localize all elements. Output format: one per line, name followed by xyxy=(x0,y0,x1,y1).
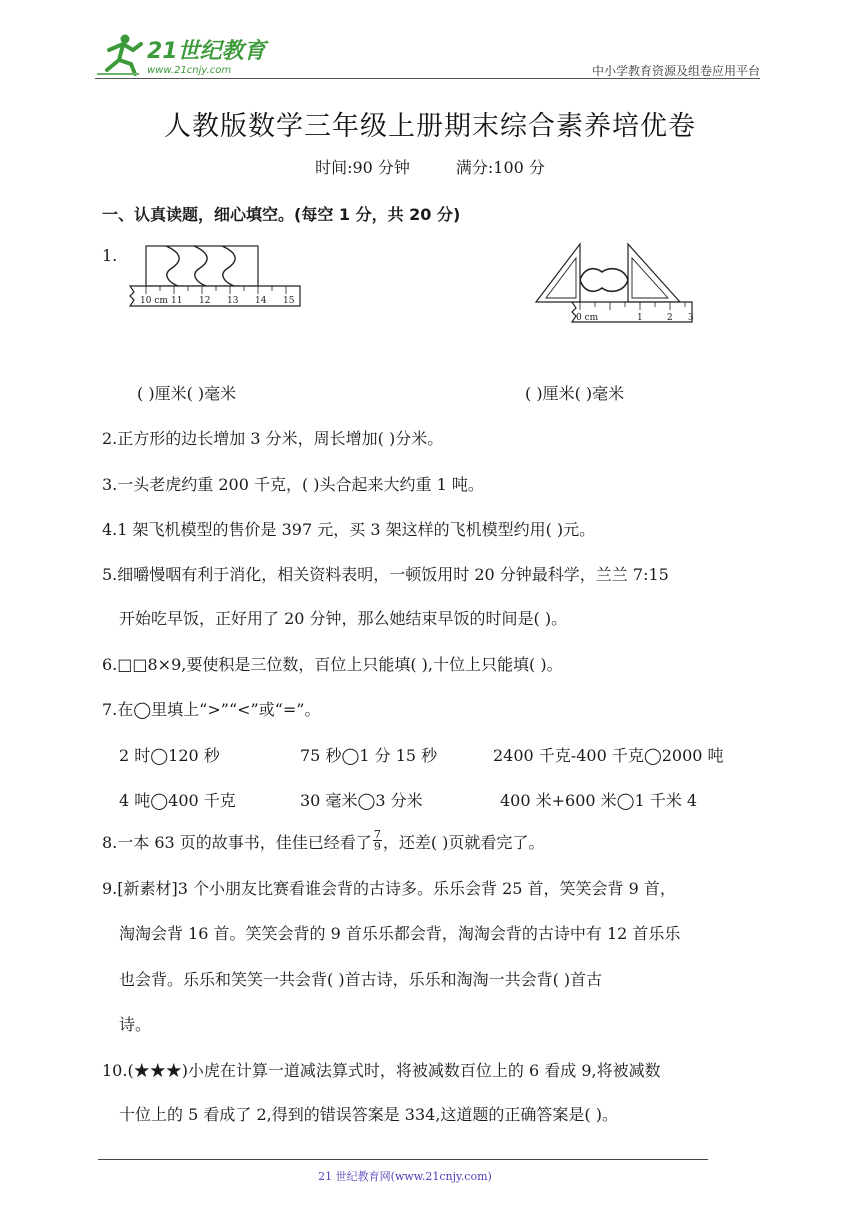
ruler2-tick-label: 1 xyxy=(637,313,643,323)
section-heading: 一、认真读题，细心填空。(每空 1 分，共 20 分) xyxy=(102,205,461,224)
fraction-numerator: 7 xyxy=(373,828,381,841)
question-7-intro: 7.在◯里填上“>”“<”或“=”。 xyxy=(102,700,321,719)
q7-comparison-item: 75 秒◯1 分 15 秒 xyxy=(300,746,438,765)
q1-number: 1. xyxy=(102,246,118,265)
q1-answer-right[interactable]: ( )厘米( )毫米 xyxy=(525,384,625,403)
q1-answer-left[interactable]: ( )厘米( )毫米 xyxy=(137,384,237,403)
ruler1-tick-label: 15 xyxy=(283,296,295,306)
q7-comparison-item: 30 毫米◯3 分米 xyxy=(300,791,423,810)
q7-comparison-item: 2 时◯120 秒 xyxy=(119,746,220,765)
logo xyxy=(95,30,285,78)
ruler1-tick-label: 10 cm xyxy=(140,296,168,306)
header-divider xyxy=(95,78,760,79)
logo-text: 21世纪教育 xyxy=(147,39,266,64)
footer-divider xyxy=(98,1159,708,1160)
q8-text-before: 8.一本 63 页的故事书，佳佳已经看了 xyxy=(102,833,372,852)
question-9-line-3: 也会背。乐乐和笑笑一共会背( )首古诗，乐乐和淘淘一共会背( )首古 xyxy=(119,970,603,989)
fraction xyxy=(373,829,382,852)
platform-name: 中小学教育资源及组卷应用平台 xyxy=(591,64,760,78)
question-5-line-1: 5.细嚼慢咽有利于消化，相关资料表明，一顿饭用时 20 分钟最科学，兰兰 7:15 xyxy=(102,565,669,584)
question-2: 2.正方形的边长增加 3 分米，周长增加( )分米。 xyxy=(102,429,444,448)
q8-text-after: ，还差( )页就看完了。 xyxy=(382,833,545,852)
page-title: 人教版数学三年级上册期末综合素养培优卷 xyxy=(164,111,696,142)
question-8 xyxy=(102,830,544,855)
question-5-line-2: 开始吃早饭，正好用了 20 分钟，那么她结束早饭的时间是( )。 xyxy=(119,609,568,628)
page-header xyxy=(95,30,760,80)
question-3: 3.一头老虎约重 200 千克，( )头合起来大约重 1 吨。 xyxy=(102,475,484,494)
ruler-figure-1 xyxy=(128,242,304,318)
ruler1-tick-label: 12 xyxy=(199,296,211,306)
question-4: 4.1 架飞机模型的售价是 397 元，买 3 架这样的飞机模型约用( )元。 xyxy=(102,520,596,539)
ruler1-tick-label: 11 xyxy=(171,296,183,306)
q7-comparison-item: 400 米+600 米◯1 千米 4 xyxy=(500,791,698,810)
ruler2-tick-label: 3 xyxy=(688,313,694,323)
q7-comparison-item: 4 吨◯400 千克 xyxy=(119,791,236,810)
ruler-figure-2 xyxy=(532,240,697,340)
exam-score: 满分:100 分 xyxy=(455,158,545,177)
question-9-line-1: 9.[新素材]3 个小朋友比赛看谁会背的古诗多。乐乐会背 25 首，笑笑会背 9 首， xyxy=(102,879,676,898)
question-10-line-2: 十位上的 5 看成了 2,得到的错误答案是 334,这道题的正确答案是( )。 xyxy=(119,1105,618,1124)
question-10-line-1: 10.(★★★)小虎在计算一道减法算式时，将被减数百位上的 6 看成 9,将被减数 xyxy=(102,1061,661,1080)
ruler2-tick-label: 2 xyxy=(667,313,673,323)
question-9-line-2: 淘淘会背 16 首。笑笑会背的 9 首乐乐都会背，淘淘会背的古诗中有 12 首乐乐 xyxy=(119,924,681,943)
exam-info xyxy=(0,155,860,178)
q7-comparison-item: 2400 千克-400 千克◯2000 吨 xyxy=(493,746,724,765)
question-6: 6.□□8×9,要使积是三位数，百位上只能填( ),十位上只能填( )。 xyxy=(102,655,563,674)
exam-time: 时间:90 分钟 xyxy=(315,158,410,177)
logo-url: www.21cnjy.com xyxy=(147,65,232,76)
fraction-denominator: 9 xyxy=(373,840,381,853)
running-figure-icon xyxy=(97,35,141,75)
ruler1-tick-label: 13 xyxy=(227,296,239,306)
question-9-line-4: 诗。 xyxy=(119,1015,152,1034)
ruler2-tick-label: 0 cm xyxy=(576,313,599,323)
footer-link[interactable]: 21 世纪教育网(www.21cnjy.com) xyxy=(318,1170,492,1183)
ruler1-tick-label: 14 xyxy=(255,296,267,306)
